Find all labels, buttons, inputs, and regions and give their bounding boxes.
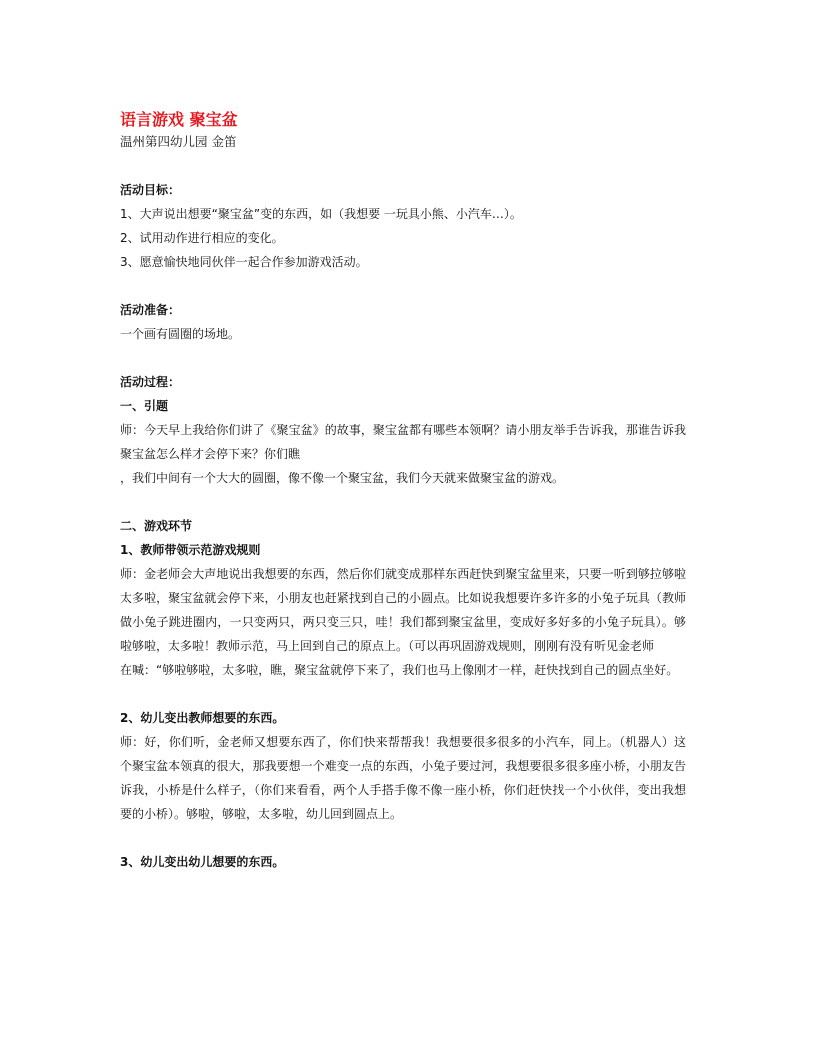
process-heading: 活动过程： bbox=[120, 375, 181, 389]
document-title: 语言游戏 聚宝盆 bbox=[120, 110, 238, 129]
intro-heading: 一、引题 bbox=[120, 399, 169, 413]
game-heading: 二、游戏环节 bbox=[120, 519, 193, 533]
step-3-heading: 3、幼儿变出幼儿想要的东西。 bbox=[120, 855, 285, 869]
prep-heading: 活动准备： bbox=[120, 303, 181, 317]
goals-heading: 活动目标： bbox=[120, 183, 181, 197]
step-1-paragraph-2: 在喊：“够啦够啦，太多啦，瞧，聚宝盆就停下来了，我们也马上像刚才一样，赶快找到自己的圆点坐好。 bbox=[120, 663, 679, 677]
step-1-paragraph-1: 师：金老师会大声地说出我想要的东西，然后你们就变成那样东西赶快到聚宝盆里来，只要一听到够拉够啦太多啦，聚宝盆就会停下来，小朋友也赶紧找到自己的小圆点。比如说我想要许多许多的小兔子玩具（教师做小兔子跳进圈内，一只变两只，两只变三只，哇！我们都到聚宝盆里，变成好多好多的小兔子玩具）。够啦够啦，太多啦！教师示范，马上回到自己的原点上。（可以再巩固游戏规则，刚刚有没有听见金老师 bbox=[120, 567, 686, 653]
intro-paragraph-2: ，我们中间有一个大大的圆圈，像不像一个聚宝盆，我们今天就来做聚宝盆的游戏。 bbox=[120, 471, 565, 485]
intro-paragraph-1: 师：今天早上我给你们讲了《聚宝盆》的故事，聚宝盆都有哪些本领啊？请小朋友举手告诉我，那谁告诉我聚宝盆怎么样才会停下来？你们瞧 bbox=[120, 423, 686, 461]
prep-text: 一个画有圆圈的场地。 bbox=[120, 327, 241, 341]
step-2-paragraph: 师：好，你们听，金老师又想要东西了，你们快来帮帮我！我想要很多很多的小汽车，同上。（机器人）这个聚宝盆本领真的很大，那我要想一个难变一点的东西，小兔子要过河，我想要很多很多座小桥，小朋友告诉我，小桥是什么样子，（你们来看看，两个人手搭手像不像一座小桥，你们赶快找一个小伙伴，变出我想要的小桥）。够啦，够啦，太多啦，幼儿回到圆点上。 bbox=[120, 735, 686, 821]
step-2-heading: 2、幼儿变出教师想要的东西。 bbox=[120, 711, 285, 725]
goal-item-1: 1、大声说出想要“聚宝盆”变的东西，如（我想要 一玩具小熊、小汽车…）。 bbox=[120, 207, 522, 221]
step-1-heading: 1、教师带领示范游戏规则 bbox=[120, 543, 261, 557]
goal-item-3: 3、愿意愉快地同伙伴一起合作参加游戏活动。 bbox=[120, 255, 368, 269]
document-author: 温州第四幼儿园 金笛 bbox=[120, 134, 237, 149]
goal-item-2: 2、试用动作进行相应的变化。 bbox=[120, 231, 284, 245]
document-page bbox=[120, 108, 686, 874]
